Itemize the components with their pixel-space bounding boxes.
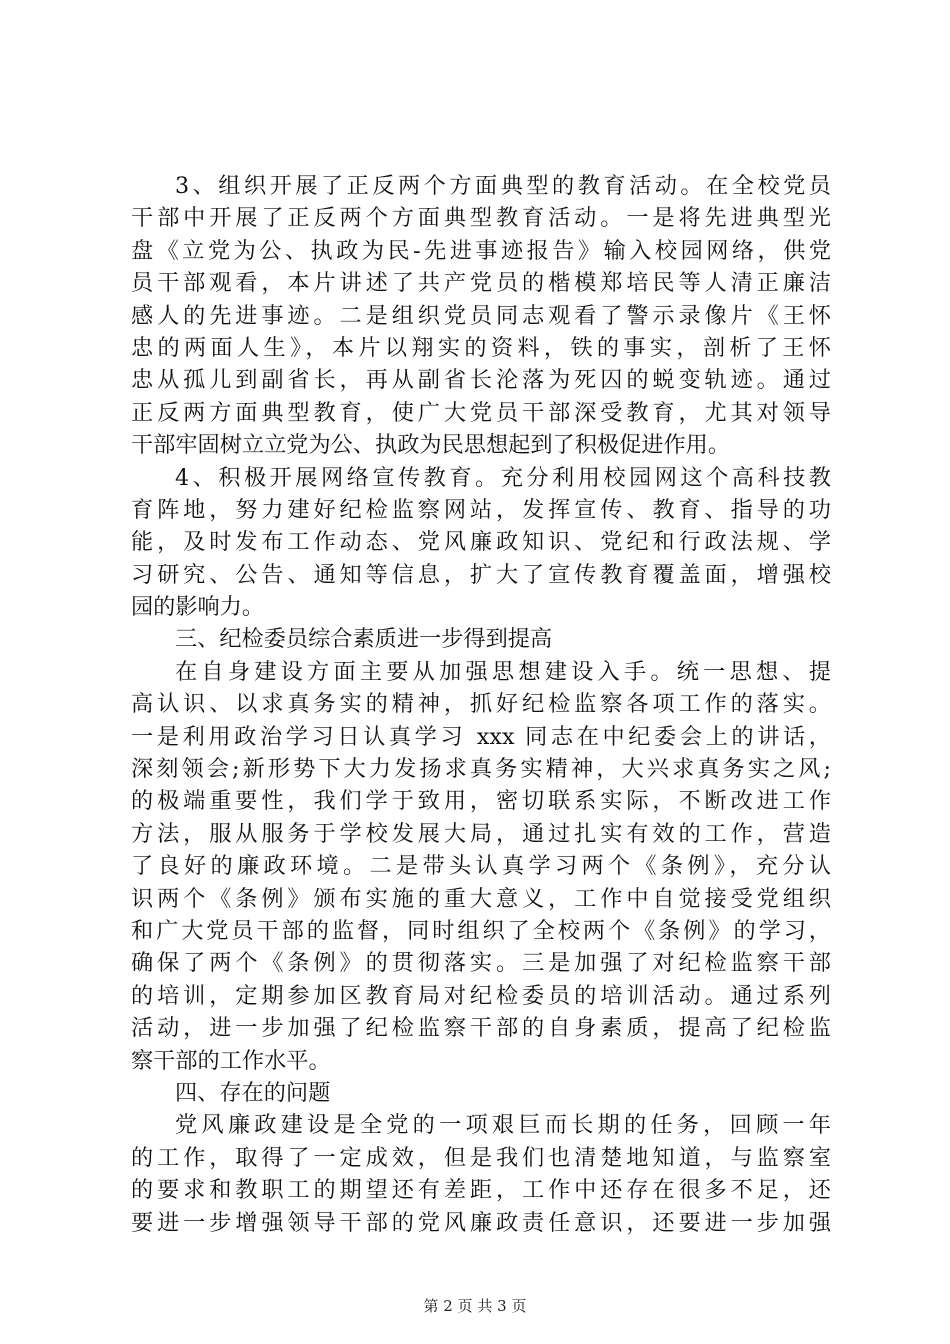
- paragraph-line: 忠从孤儿到副省长，再从副省长沦落为死囚的蜕变轨迹。通过: [131, 367, 831, 394]
- paragraph-line: 感人的先进事迹。二是组织党员同志观看了警示录像片《王怀: [131, 302, 831, 329]
- paragraph-line: 了良好的廉政环境。二是带头认真学习两个《条例》，充分认: [131, 853, 831, 880]
- paragraph-line: 活动，进一步加强了纪检监察干部的自身素质，提高了纪检监: [131, 1015, 831, 1042]
- paragraph-line: 确保了两个《条例》的贯彻落实。三是加强了对纪检监察干部: [131, 950, 831, 977]
- paragraph-line: 干部牢固树立立党为公、执政为民思想起到了积极促进作用。: [131, 432, 731, 459]
- paragraph-line: 和广大党员干部的监督，同时组织了全校两个《条例》的学习，: [131, 917, 831, 944]
- paragraph-line: 高认识、以求真务实的精神，抓好纪检监察各项工作的落实。: [131, 691, 831, 718]
- paragraph-line: 员干部观看，本片讲述了共产党员的楷模郑培民等人清正廉洁: [131, 270, 831, 297]
- paragraph-line: 3、组织开展了正反两个方面典型的教育活动。在全校党员: [175, 173, 831, 199]
- paragraph-line: 忠的两面人生》，本片以翔实的资料，铁的事实，剖析了王怀: [131, 334, 831, 361]
- paragraph-line: 的要求和教职工的期望还有差距，工作中还存在很多不足，还: [131, 1177, 831, 1204]
- page-number-footer: 第 2 页 共 3 页: [423, 1297, 527, 1315]
- paragraph-line: 识两个《条例》颁布实施的重大意义，工作中自觉接受党组织: [131, 885, 831, 912]
- paragraph-line: 的极端重要性，我们学于致用，密切联系实际，不断改进工作: [131, 788, 831, 815]
- paragraph-line: 育阵地，努力建好纪检监察网站，发挥宣传、教育、指导的功: [131, 496, 831, 523]
- paragraph-line: 在自身建设方面主要从加强思想建设入手。统一思想、提: [175, 658, 831, 685]
- paragraph-line: 的培训，定期参加区教育局对纪检委员的培训活动。通过系列: [131, 982, 831, 1009]
- paragraph-line: 能，及时发布工作动态、党风廉政知识、党纪和行政法规、学: [131, 529, 831, 556]
- section-heading: 三、纪检委员综合素质进一步得到提高: [175, 626, 553, 653]
- section-heading: 四、存在的问题: [175, 1079, 331, 1106]
- paragraph-line: 正反两方面典型教育，使广大党员干部深受教育，尤其对领导: [131, 399, 831, 426]
- paragraph-line: 察干部的工作水平。: [131, 1047, 331, 1074]
- paragraph-line: 深刻领会;新形势下大力发扬求真务实精神，大兴求真务实之风;: [131, 756, 831, 783]
- paragraph-line: 要进一步增强领导干部的党风廉政责任意识，还要进一步加强: [131, 1209, 831, 1236]
- paragraph-line: 党风廉政建设是全党的一项艰巨而长期的任务，回顾一年: [175, 1112, 831, 1139]
- paragraph-line: 盘《立党为公、执政为民-先进事迹报告》输入校园网络，供党: [131, 237, 831, 264]
- paragraph-line: 园的影响力。: [131, 594, 265, 621]
- paragraph-line: 方法，服从服务于学校发展大局，通过扎实有效的工作，营造: [131, 820, 831, 847]
- paragraph-line: 干部中开展了正反两个方面典型教育活动。一是将先进典型光: [131, 205, 831, 232]
- paragraph-line: 的工作，取得了一定成效，但是我们也清楚地知道，与监察室: [131, 1144, 831, 1171]
- paragraph-line: 习研究、公告、通知等信息，扩大了宣传教育覆盖面，增强校: [131, 561, 831, 588]
- paragraph-line: 4、积极开展网络宣传教育。充分利用校园网这个高科技教: [175, 464, 831, 491]
- paragraph-line: 一是利用政治学习日认真学习 xxx 同志在中纪委会上的讲话，: [131, 723, 831, 750]
- document-body: [131, 170, 831, 1239]
